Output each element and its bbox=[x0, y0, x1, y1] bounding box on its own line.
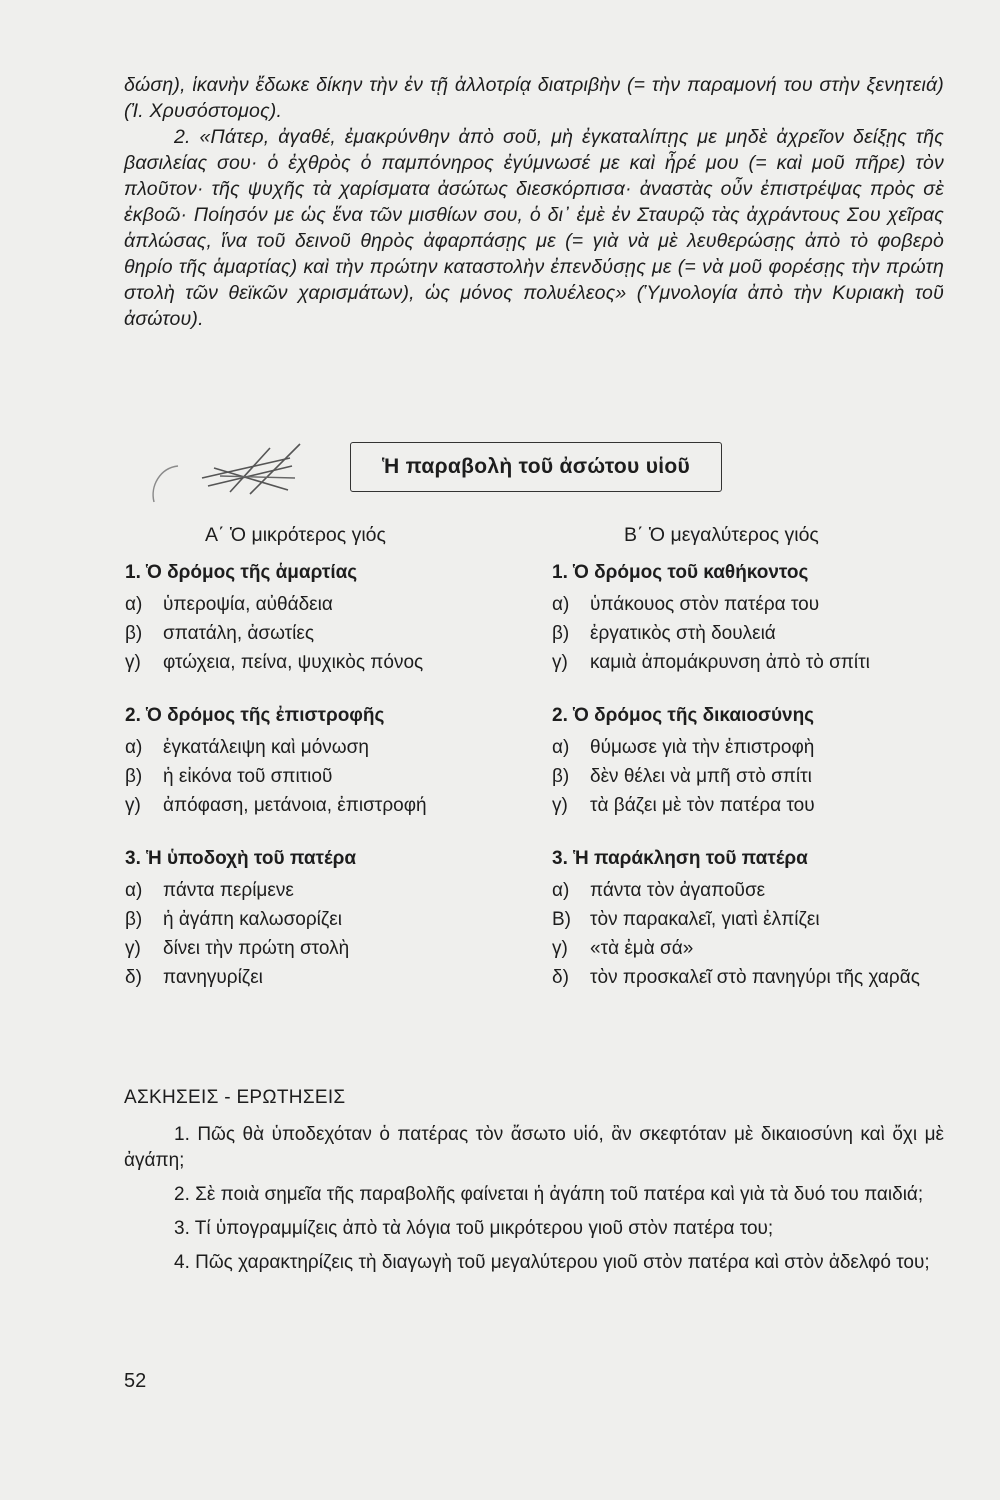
list-item: δ) πανηγυρίζει bbox=[125, 967, 263, 988]
elder-son-column bbox=[552, 520, 952, 992]
list-item: α) πάντα περίμενε bbox=[125, 880, 294, 901]
section bbox=[125, 699, 525, 820]
question: 4. Πῶς χαρακτηρίζεις τὴ διαγωγὴ τοῦ μεγαλύτερου γιοῦ στὸν πατέρα καὶ στὸν ἀδελφό του; bbox=[174, 1252, 930, 1273]
intro-text bbox=[124, 72, 944, 332]
exercises bbox=[124, 1082, 944, 1276]
column-heading: Β΄ Ὁ μεγαλύτερος γιός bbox=[624, 524, 819, 546]
list-item: β) ἐργατικὸς στὴ δουλειά bbox=[552, 623, 776, 644]
list-item: δ) τὸν προσκαλεῖ στὸ πανηγύρι τῆς χαρᾶς bbox=[552, 967, 920, 988]
list-item: γ) δίνει τὴν πρώτη στολὴ bbox=[125, 938, 350, 959]
exercises-heading: ΑΣΚΗΣΕΙΣ - ΕΡΩΤΗΣΕΙΣ bbox=[124, 1087, 346, 1108]
list-item: γ) καμιὰ ἀπομάκρυνση ἀπὸ τὸ σπίτι bbox=[552, 652, 870, 673]
question: 2. Σὲ ποιὰ σημεῖα τῆς παραβολῆς φαίνεται ἡ ἀγάπη τοῦ πατέρα καὶ γιὰ τὰ δυό του παιδιά; bbox=[174, 1184, 924, 1205]
section bbox=[552, 699, 952, 820]
section-title: 3. Ἡ παράκληση τοῦ πατέρα bbox=[552, 848, 808, 869]
list-item: Β) τὸν παρακαλεῖ, γιατὶ ἐλπίζει bbox=[552, 909, 820, 930]
list-item: γ) «τὰ ἐμὰ σά» bbox=[552, 938, 694, 959]
section-title: 1. Ὁ δρόμος τοῦ καθήκοντος bbox=[552, 562, 809, 583]
list-item: α) πάντα τὸν ἀγαποῦσε bbox=[552, 880, 766, 901]
section bbox=[125, 842, 525, 992]
younger-son-column bbox=[125, 520, 525, 992]
question: 3. Τί ὑπογραμμίζεις ἀπὸ τὰ λόγια τοῦ μικρότερου γιοῦ στὸν πατέρα του; bbox=[174, 1218, 774, 1239]
section bbox=[125, 556, 525, 677]
list-item: γ) φτώχεια, πείνα, ψυχικὸς πόνος bbox=[125, 652, 424, 673]
list-item: α) ὑπεροψία, αὐθάδεια bbox=[125, 594, 333, 615]
list-item: β) σπατάλη, ἀσωτίες bbox=[125, 623, 315, 644]
list-item: α) ὑπάκουος στὸν πατέρα του bbox=[552, 594, 820, 615]
title-area bbox=[150, 438, 750, 508]
pencil-scribble-icon bbox=[150, 438, 350, 508]
list-item: γ) ἀπόφαση, μετάνοια, ἐπιστροφή bbox=[125, 795, 427, 816]
section bbox=[552, 842, 952, 992]
list-item: β) ἡ ἀγάπη καλωσορίζει bbox=[125, 909, 342, 930]
list-item: β) ἡ εἰκόνα τοῦ σπιτιοῦ bbox=[125, 766, 333, 787]
section-title: 2. Ὁ δρόμος τῆς δικαιοσύνης bbox=[552, 705, 815, 726]
intro-paragraph-1: δώση), ἱκανὴν ἔδωκε δίκην τὴν ἐν τῇ ἀλλοτρίᾳ διατριβὴν (= τὴν παραμονή του στὴν ξενητειά) (Ἰ. Χρυσόστομος). bbox=[124, 74, 944, 122]
list-item: α) ἐγκατάλειψη καὶ μόνωση bbox=[125, 737, 369, 758]
list-item: α) θύμωσε γιὰ τὴν ἐπιστροφὴ bbox=[552, 737, 815, 758]
section-title: 3. Ἡ ὑποδοχὴ τοῦ πατέρα bbox=[125, 848, 357, 869]
list-item: γ) τὰ βάζει μὲ τὸν πατέρα του bbox=[552, 795, 815, 816]
section bbox=[552, 556, 952, 677]
parable-title: Ἡ παραβολὴ τοῦ ἀσώτου υἱοῦ bbox=[350, 442, 722, 492]
list-item: β) δὲν θέλει νὰ μπῆ στὸ σπίτι bbox=[552, 766, 812, 787]
section-title: 2. Ὁ δρόμος τῆς ἐπιστροφῆς bbox=[125, 705, 385, 726]
page-number: 52 bbox=[124, 1370, 147, 1392]
section-title: 1. Ὁ δρόμος τῆς ἁμαρτίας bbox=[125, 562, 358, 583]
intro-paragraph-2: 2. «Πάτερ, ἀγαθέ, ἐμακρύνθην ἀπὸ σοῦ, μὴ ἐγκαταλίπῃς με μηδὲ ἀχρεῖον δείξῃς τῆς βασιλείας σου· ὁ ἐχθρὸς ὁ παμπόνηρος ἐγύμνωσέ με καὶ ἦρέ μου (= καὶ μοῦ πῆρε) τὸν πλοῦτον· τῆς ψυχῆς τὰ χαρίσματα ἀσώτως διεσκόρπισα· ἀναστὰς οὖν ἐπιστρέψας πρὸς σὲ ἐκβοῶ· Ποίησόν με ὡς ἕνα τῶν μισθίων σου, ὁ δι᾽ ἐμὲ ἐν Σταυρῷ τὰς ἀχράντους Σου χεῖρας ἁπλώσας, ἵνα τοῦ δεινοῦ θηρὸς ἀφαρπάσῃς με (= γιὰ νὰ μὲ λευθερώσῃς ἀπὸ τὸ φοβερὸ θηρίο τῆς ἁμαρτίας) καὶ τὴν πρώτην καταστολὴν ἐπενδύσῃς με (= νὰ μοῦ φορέσῃς τὴν πρώτη στολὴ τῶν θεϊκῶν χαρισμάτων), ὡς μόνος πολυέλεος» (Ὑμνολογία ἀπὸ τὴν Κυριακὴ τοῦ ἀσώτου). bbox=[124, 126, 944, 330]
question: 1. Πῶς θὰ ὑποδεχόταν ὁ πατέρας τὸν ἄσωτο υἱό, ἂν σκεφτόταν μὲ δικαιοσύνη καὶ ὄχι μὲ ἀγάπη; bbox=[124, 1124, 944, 1171]
column-heading: Α΄ Ὁ μικρότερος γιός bbox=[205, 524, 386, 546]
